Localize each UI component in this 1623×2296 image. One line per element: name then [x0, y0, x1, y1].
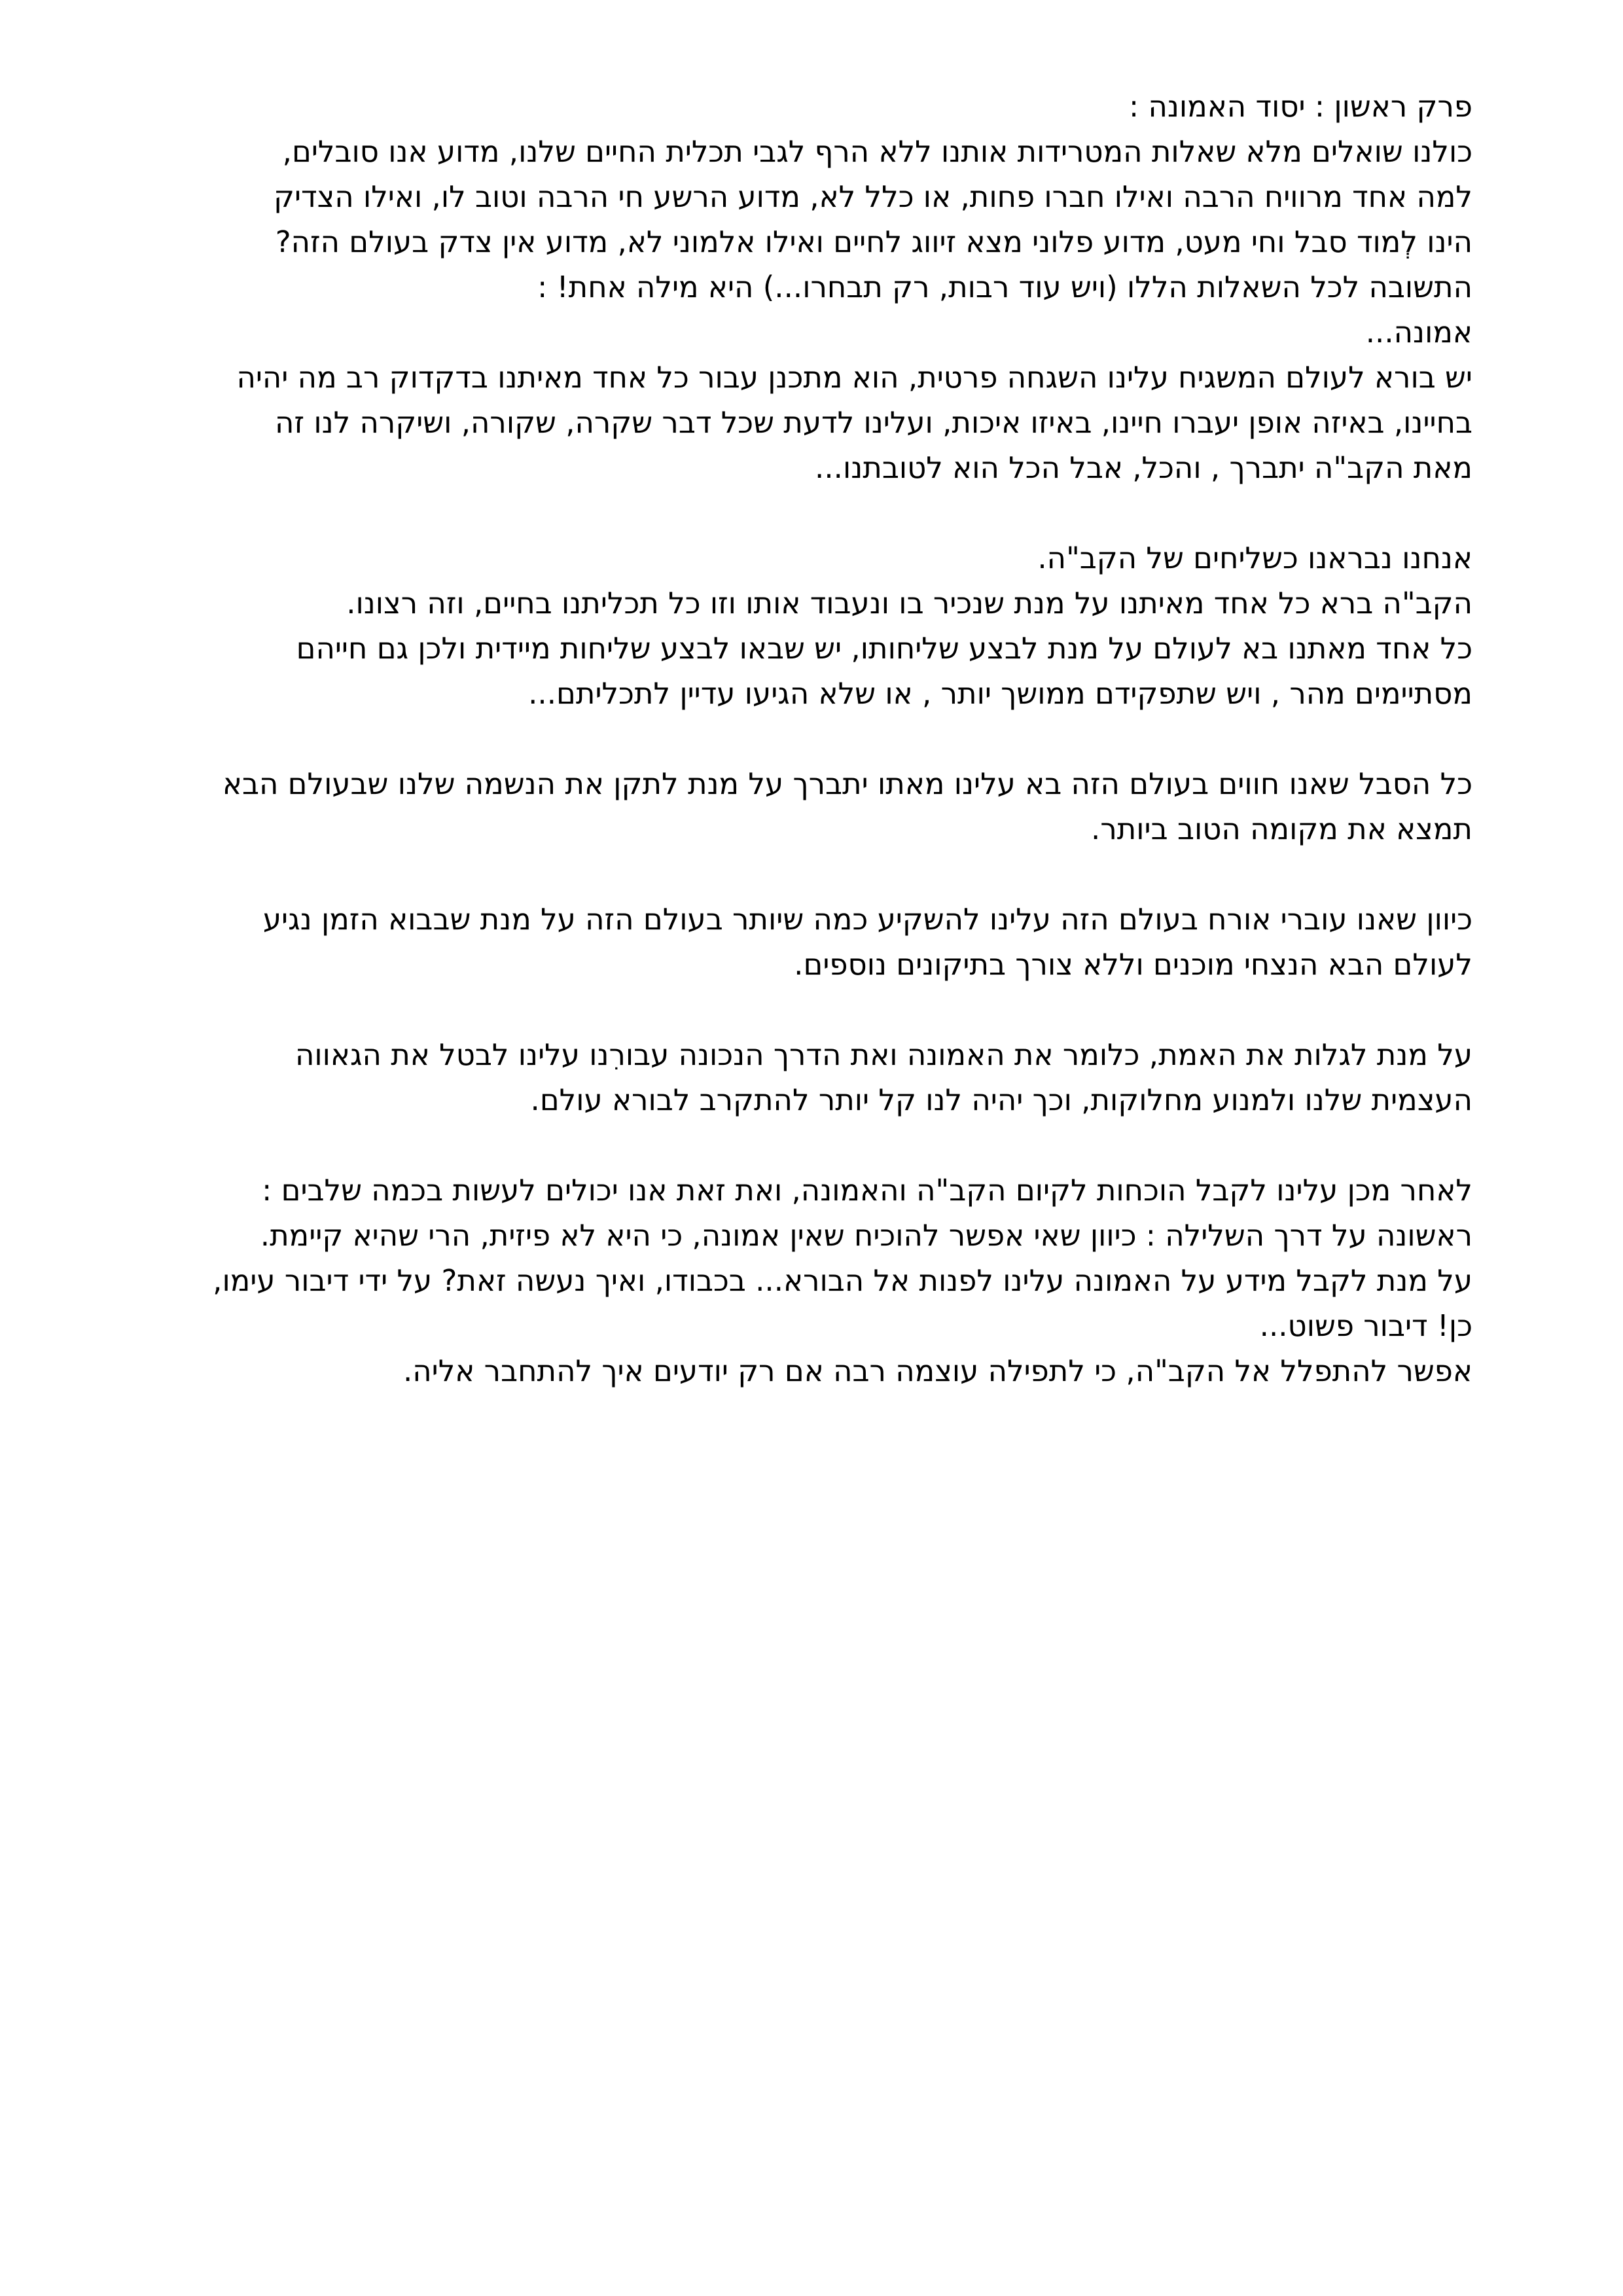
text-line: יש בורא לעולם המשגיח עלינו השגחה פרטית, הוא מתכנן עבור כל אחד מאיתנו בדקדוק רב מה יהיה: [236, 360, 1472, 395]
text-line: מאת הקב"ה יתברך , והכל, אבל הכל הוא לטובתנו...: [815, 450, 1472, 485]
text-line: כיוון שאנו עוברי אורח בעולם הזה עלינו להשקיע כמה שיותר בעולם הזה על מנת שבבוא הזמן נגיע: [262, 902, 1472, 937]
text-line: בחיינו, באיזה אופן יעברו חיינו, באיזו איכות, ועלינו לדעת שכל דבר שקרה, שקורה, ושיקרה לנו זה: [275, 405, 1472, 440]
text-line: ראשונה על דרך השלילה : כיוון שאי אפשר להוכיח שאין אמונה, כי היא לא פיזית, הרי שהיא קיימת.: [260, 1218, 1472, 1253]
text-line: לאחר מכן עלינו לקבל הוכחות לקיום הקב"ה והאמונה, ואת זאת אנו יכולים לעשות בכמה שלבים :: [262, 1173, 1472, 1208]
text-line: הינו לְמוד סבל וחי מעט, מדוע פלוני מצא זיווג לחיים ואילו אלמוני לא, מדוע אין צדק בעולם הזה?: [275, 224, 1472, 259]
paragraph: [92, 84, 1472, 129]
paragraph: [92, 761, 1472, 852]
text-line: על מנת לקבל מידע על האמונה עלינו לפנות אל הבורא... בכבודו, ואיך נעשה זאת? על ידי דיבור עימו,: [213, 1263, 1472, 1298]
paragraph: [92, 535, 1472, 716]
text-line: תמצא את מקומה הטוב ביותר.: [1091, 812, 1472, 846]
paragraph: [92, 1168, 1472, 1393]
text-line: מסתיימים מהר , ויש שתפקידם ממושך יותר , או שלא הגיעו עדיין לתכליתם...: [528, 676, 1472, 711]
text-line: העצמית שלנו ולמנוע מחלוקות, וכך יהיה לנו קל יותר להתקרב לבורא עולם.: [530, 1083, 1472, 1117]
text-line: הקב"ה ברא כל אחד מאיתנו על מנת שנכיר בו ונעבוד אותו וזו כל תכליתנו בחיים, וזה רצונו.: [346, 586, 1472, 620]
text-line: אפשר להתפלל אל הקב"ה, כי לתפילה עוצמה רבה אם רק יודעים איך להתחבר אליה.: [402, 1354, 1472, 1388]
chapter-title: פרק ראשון : יסוד האמונה :: [1129, 89, 1472, 124]
paragraph: [92, 129, 1472, 310]
text-line: כן! דיבור פשוט...: [1259, 1308, 1472, 1343]
text-line: כל הסבל שאנו חווים בעולם הזה בא עלינו מאתו יתברך על מנת לתקן את הנשמה שלנו שבעולם הבא: [222, 766, 1472, 801]
text-line: לעולם הבא הנצחי מוכנים וללא צורך בתיקונים נוספים.: [794, 947, 1472, 982]
paragraph: [92, 310, 1472, 355]
text-line: כולנו שואלים מלא שאלות המטרידות אותנו ללא הרף לגבי תכלית החיים שלנו, מדוע אנו סובלים,: [282, 134, 1472, 169]
text-line: על מנת לגלות את האמת, כלומר את האמונה ואת הדרך הנכונה עבורִנו עלינו לבטל את הגאווה: [294, 1037, 1472, 1072]
text-line: אנחנו נבראנו כשליחים של הקב"ה.: [1037, 541, 1472, 575]
paragraph: [92, 1032, 1472, 1122]
paragraph: [92, 355, 1472, 490]
text-line: התשובה לכל השאלות הללו (ויש עוד רבות, רק תבחרו...) היא מילה אחת! :: [537, 270, 1472, 304]
text-line: למה אחד מרוויח הרבה ואילו חברו פחות, או כלל לא, מדוע הרשע חי הרבה וטוב לו, ואילו הצדיק: [274, 179, 1472, 214]
text-line: כל אחד מאתנו בא לעולם על מנת לבצע שליחותו, יש שבאו לבצע שליחות מיידית ולכן גם חייהם: [296, 631, 1472, 666]
text-line: אמונה...: [1365, 315, 1472, 350]
paragraph: [92, 897, 1472, 987]
